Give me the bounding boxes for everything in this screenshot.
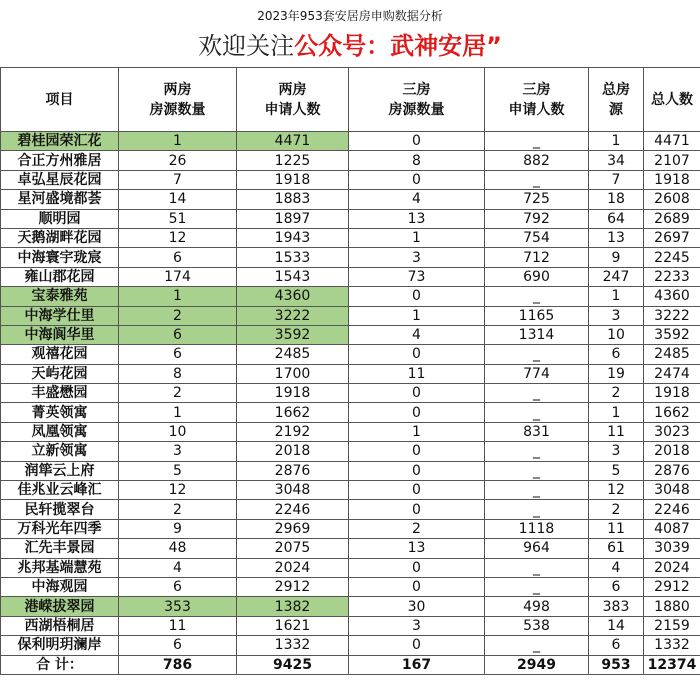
total-applicants-cell: 3039: [644, 539, 700, 558]
table-row: [1, 228, 700, 247]
total-applicants-cell: 2876: [644, 461, 700, 480]
two-room-applicants-cell: 2246: [237, 500, 349, 519]
two-room-applicants-cell: 2075: [237, 539, 349, 558]
table-row: [1, 558, 700, 577]
three-room-applicants-cell: _: [485, 636, 589, 655]
two-room-count-cell: 5: [119, 461, 237, 480]
total-units-cell: 64: [589, 209, 644, 228]
three-room-applicants-cell: _: [485, 577, 589, 596]
table-row: [1, 325, 700, 344]
two-room-applicants-cell: 1332: [237, 636, 349, 655]
three-room-count-cell: 3: [349, 248, 485, 267]
three-room-applicants-cell: 690: [485, 267, 589, 286]
three-room-applicants-cell: 1118: [485, 519, 589, 538]
table-row: [1, 519, 700, 538]
total-units-cell: 34: [589, 151, 644, 170]
two-room-count-cell: 6: [119, 345, 237, 364]
three-room-applicants-cell: 1314: [485, 325, 589, 344]
two-room-count-cell: 1: [119, 132, 237, 151]
two-room-applicants-cell: 1382: [237, 597, 349, 616]
table-row: [1, 577, 700, 596]
two-room-count-cell: 1: [119, 287, 237, 306]
project-name-cell: 观禧花园: [1, 345, 119, 364]
two-room-count-cell: 11: [119, 616, 237, 635]
total-applicants-cell: 1332: [644, 636, 700, 655]
column-header: 三房 房源数量: [349, 68, 485, 132]
two-room-applicants-cell: 1918: [237, 170, 349, 189]
project-name-cell: 卓弘星辰花园: [1, 170, 119, 189]
total-units-cell: 2: [589, 384, 644, 403]
column-header: 总房 源: [589, 68, 644, 132]
two-room-applicants-cell: 1533: [237, 248, 349, 267]
data-table: [0, 67, 700, 675]
three-room-applicants-cell: _: [485, 403, 589, 422]
three-room-count-cell: 0: [349, 403, 485, 422]
two-room-count-cell: 6: [119, 248, 237, 267]
total-applicants-cell: 3592: [644, 325, 700, 344]
table-row: [1, 461, 700, 480]
three-room-count-cell: 13: [349, 539, 485, 558]
column-header: 两房 申请人数: [237, 68, 349, 132]
total-applicants-cell: 1918: [644, 384, 700, 403]
three-room-count-cell: 4: [349, 325, 485, 344]
three-room-count-cell: 0: [349, 636, 485, 655]
column-header: 总人数: [644, 68, 700, 132]
three-room-applicants-cell: _: [485, 132, 589, 151]
three-room-applicants-cell: _: [485, 558, 589, 577]
three-room-applicants-cell: _: [485, 287, 589, 306]
project-name-cell: 天鹅湖畔花园: [1, 228, 119, 247]
two-room-applicants-cell: 1225: [237, 151, 349, 170]
two-room-applicants-cell: 1883: [237, 190, 349, 209]
table-row: [1, 616, 700, 635]
three-room-count-cell: 3: [349, 616, 485, 635]
total-units-cell: 3: [589, 306, 644, 325]
three-room-applicants-cell: _: [485, 170, 589, 189]
project-name-cell: 民轩揽翠台: [1, 500, 119, 519]
project-name-cell: 丰盛懋园: [1, 384, 119, 403]
project-name-cell: 中海寰宇珑宸: [1, 248, 119, 267]
three-room-count-cell: 4: [349, 190, 485, 209]
three-room-count-cell: 1: [349, 422, 485, 441]
total-units-cell: 953: [589, 655, 644, 674]
total-applicants-cell: 3048: [644, 481, 700, 500]
two-room-count-cell: 7: [119, 170, 237, 189]
two-room-count-cell: 14: [119, 190, 237, 209]
total-units-cell: 1: [589, 132, 644, 151]
table-row: [1, 306, 700, 325]
two-room-count-cell: 8: [119, 364, 237, 383]
project-name-cell: 宝泰雅苑: [1, 287, 119, 306]
three-room-count-cell: 0: [349, 461, 485, 480]
total-units-cell: 5: [589, 461, 644, 480]
table-row: [1, 384, 700, 403]
total-applicants-cell: 1918: [644, 170, 700, 189]
total-units-cell: 6: [589, 636, 644, 655]
table-row: [1, 403, 700, 422]
project-name-cell: 保利明玥澜岸: [1, 636, 119, 655]
three-room-count-cell: 2: [349, 519, 485, 538]
three-room-count-cell: 0: [349, 558, 485, 577]
table-row: [1, 597, 700, 616]
two-room-count-cell: 353: [119, 597, 237, 616]
two-room-applicants-cell: 2024: [237, 558, 349, 577]
project-name-cell: 中海学仕里: [1, 306, 119, 325]
two-room-count-cell: 174: [119, 267, 237, 286]
table-row: [1, 442, 700, 461]
total-units-cell: 383: [589, 597, 644, 616]
project-name-cell: 菁英领寓: [1, 403, 119, 422]
total-units-cell: 1: [589, 287, 644, 306]
header-row: [1, 68, 700, 132]
total-units-cell: 18: [589, 190, 644, 209]
two-room-applicants-cell: 2485: [237, 345, 349, 364]
table-row: [1, 248, 700, 267]
document-title: 2023年953套安居房申购数据分析: [257, 9, 443, 23]
two-room-count-cell: 6: [119, 636, 237, 655]
total-applicants-cell: 2474: [644, 364, 700, 383]
project-name-cell: 天屿花园: [1, 364, 119, 383]
two-room-applicants-cell: 9425: [237, 655, 349, 674]
project-name-cell: 兆邦基端慧苑: [1, 558, 119, 577]
project-name-cell: 立新领寓: [1, 442, 119, 461]
project-name-cell: 中海阆华里: [1, 325, 119, 344]
three-room-count-cell: 11: [349, 364, 485, 383]
table-row: [1, 287, 700, 306]
total-applicants-cell: 2024: [644, 558, 700, 577]
total-applicants-cell: 2689: [644, 209, 700, 228]
three-room-applicants-cell: 792: [485, 209, 589, 228]
table-row: [1, 132, 700, 151]
column-header: 三房 申请人数: [485, 68, 589, 132]
three-room-count-cell: 0: [349, 345, 485, 364]
total-applicants-cell: 2697: [644, 228, 700, 247]
three-room-count-cell: 0: [349, 384, 485, 403]
two-room-applicants-cell: 3222: [237, 306, 349, 325]
two-room-applicants-cell: 1621: [237, 616, 349, 635]
table-row: [1, 364, 700, 383]
three-room-applicants-cell: _: [485, 481, 589, 500]
three-room-applicants-cell: 538: [485, 616, 589, 635]
two-room-applicants-cell: 2018: [237, 442, 349, 461]
project-name-cell: 中海观园: [1, 577, 119, 596]
total-units-cell: 3: [589, 442, 644, 461]
total-applicants-cell: 4087: [644, 519, 700, 538]
three-room-applicants-cell: 882: [485, 151, 589, 170]
subtitle-highlight: 公众号：武神安居”: [294, 32, 502, 60]
three-room-count-cell: 30: [349, 597, 485, 616]
total-units-cell: 6: [589, 577, 644, 596]
table-row: [1, 151, 700, 170]
two-room-applicants-cell: 2192: [237, 422, 349, 441]
two-room-count-cell: 26: [119, 151, 237, 170]
table-row: [1, 170, 700, 189]
two-room-count-cell: 9: [119, 519, 237, 538]
project-name-cell: 万科光年四季: [1, 519, 119, 538]
total-units-cell: 6: [589, 345, 644, 364]
three-room-applicants-cell: 754: [485, 228, 589, 247]
total-units-cell: 12: [589, 481, 644, 500]
two-room-applicants-cell: 3592: [237, 325, 349, 344]
project-name-cell: 顺明园: [1, 209, 119, 228]
three-room-applicants-cell: 831: [485, 422, 589, 441]
three-room-count-cell: 8: [349, 151, 485, 170]
project-name-cell: 凤凰领寓: [1, 422, 119, 441]
total-applicants-cell: 2912: [644, 577, 700, 596]
two-room-count-cell: 786: [119, 655, 237, 674]
two-room-applicants-cell: 4471: [237, 132, 349, 151]
two-room-count-cell: 4: [119, 558, 237, 577]
three-room-applicants-cell: 774: [485, 364, 589, 383]
total-units-cell: 61: [589, 539, 644, 558]
table-row: [1, 500, 700, 519]
total-units-cell: 4: [589, 558, 644, 577]
three-room-count-cell: 0: [349, 170, 485, 189]
project-name-cell: 合 计：: [1, 655, 119, 674]
column-header: 项目: [1, 68, 119, 132]
total-applicants-cell: 4471: [644, 132, 700, 151]
three-room-applicants-cell: 1165: [485, 306, 589, 325]
two-room-count-cell: 12: [119, 228, 237, 247]
project-name-cell: 星河盛境都荟: [1, 190, 119, 209]
three-room-applicants-cell: _: [485, 345, 589, 364]
table-row: [1, 481, 700, 500]
total-units-cell: 11: [589, 519, 644, 538]
table-row: [1, 267, 700, 286]
two-room-count-cell: 6: [119, 577, 237, 596]
table-row: [1, 539, 700, 558]
total-applicants-cell: 2245: [644, 248, 700, 267]
three-room-applicants-cell: 498: [485, 597, 589, 616]
total-applicants-cell: 1662: [644, 403, 700, 422]
project-name-cell: 雍山郡花园: [1, 267, 119, 286]
total-applicants-cell: 1880: [644, 597, 700, 616]
total-row: [1, 655, 700, 674]
three-room-applicants-cell: _: [485, 384, 589, 403]
three-room-applicants-cell: _: [485, 500, 589, 519]
project-name-cell: 西湖梧桐居: [1, 616, 119, 635]
two-room-applicants-cell: 2969: [237, 519, 349, 538]
two-room-count-cell: 48: [119, 539, 237, 558]
total-applicants-cell: 2159: [644, 616, 700, 635]
total-units-cell: 2: [589, 500, 644, 519]
two-room-count-cell: 2: [119, 500, 237, 519]
table-row: [1, 636, 700, 655]
two-room-count-cell: 2: [119, 384, 237, 403]
two-room-count-cell: 1: [119, 403, 237, 422]
project-name-cell: 碧桂园荣汇花: [1, 132, 119, 151]
three-room-count-cell: 13: [349, 209, 485, 228]
three-room-count-cell: 1: [349, 306, 485, 325]
total-units-cell: 19: [589, 364, 644, 383]
three-room-count-cell: 0: [349, 481, 485, 500]
project-name-cell: 汇先丰景园: [1, 539, 119, 558]
total-applicants-cell: 4360: [644, 287, 700, 306]
three-room-count-cell: 0: [349, 132, 485, 151]
two-room-count-cell: 10: [119, 422, 237, 441]
three-room-count-cell: 0: [349, 577, 485, 596]
project-name-cell: 合正方州雅居: [1, 151, 119, 170]
two-room-applicants-cell: 1918: [237, 384, 349, 403]
total-applicants-cell: 2246: [644, 500, 700, 519]
three-room-applicants-cell: _: [485, 442, 589, 461]
two-room-applicants-cell: 1700: [237, 364, 349, 383]
table-row: [1, 422, 700, 441]
total-units-cell: 1: [589, 403, 644, 422]
total-applicants-cell: 12374: [644, 655, 700, 674]
table-row: [1, 345, 700, 364]
total-applicants-cell: 2018: [644, 442, 700, 461]
total-applicants-cell: 2608: [644, 190, 700, 209]
two-room-applicants-cell: 1543: [237, 267, 349, 286]
total-units-cell: 11: [589, 422, 644, 441]
total-applicants-cell: 3222: [644, 306, 700, 325]
two-room-applicants-cell: 2876: [237, 461, 349, 480]
column-header: 两房 房源数量: [119, 68, 237, 132]
total-units-cell: 9: [589, 248, 644, 267]
three-room-applicants-cell: _: [485, 461, 589, 480]
two-room-applicants-cell: 1897: [237, 209, 349, 228]
two-room-count-cell: 12: [119, 481, 237, 500]
three-room-count-cell: 0: [349, 500, 485, 519]
total-applicants-cell: 2233: [644, 267, 700, 286]
three-room-count-cell: 0: [349, 287, 485, 306]
three-room-count-cell: 1: [349, 228, 485, 247]
two-room-applicants-cell: 1943: [237, 228, 349, 247]
three-room-applicants-cell: 725: [485, 190, 589, 209]
project-name-cell: 佳兆业云峰汇: [1, 481, 119, 500]
three-room-applicants-cell: 2949: [485, 655, 589, 674]
three-room-count-cell: 167: [349, 655, 485, 674]
project-name-cell: 港嵘拔翠园: [1, 597, 119, 616]
total-units-cell: 13: [589, 228, 644, 247]
two-room-applicants-cell: 4360: [237, 287, 349, 306]
two-room-applicants-cell: 1662: [237, 403, 349, 422]
three-room-applicants-cell: 964: [485, 539, 589, 558]
total-applicants-cell: 3023: [644, 422, 700, 441]
three-room-count-cell: 0: [349, 442, 485, 461]
total-units-cell: 7: [589, 170, 644, 189]
two-room-count-cell: 6: [119, 325, 237, 344]
project-name-cell: 润筚云上府: [1, 461, 119, 480]
two-room-count-cell: 51: [119, 209, 237, 228]
total-units-cell: 10: [589, 325, 644, 344]
total-units-cell: 14: [589, 616, 644, 635]
total-units-cell: 247: [589, 267, 644, 286]
subtitle: [0, 28, 700, 64]
three-room-applicants-cell: 712: [485, 248, 589, 267]
table-row: [1, 209, 700, 228]
two-room-count-cell: 3: [119, 442, 237, 461]
total-applicants-cell: 2107: [644, 151, 700, 170]
table-row: [1, 190, 700, 209]
two-room-applicants-cell: 2912: [237, 577, 349, 596]
two-room-applicants-cell: 3048: [237, 481, 349, 500]
three-room-count-cell: 73: [349, 267, 485, 286]
total-applicants-cell: 2485: [644, 345, 700, 364]
two-room-count-cell: 2: [119, 306, 237, 325]
subtitle-prefix: 欢迎关注: [198, 32, 295, 60]
